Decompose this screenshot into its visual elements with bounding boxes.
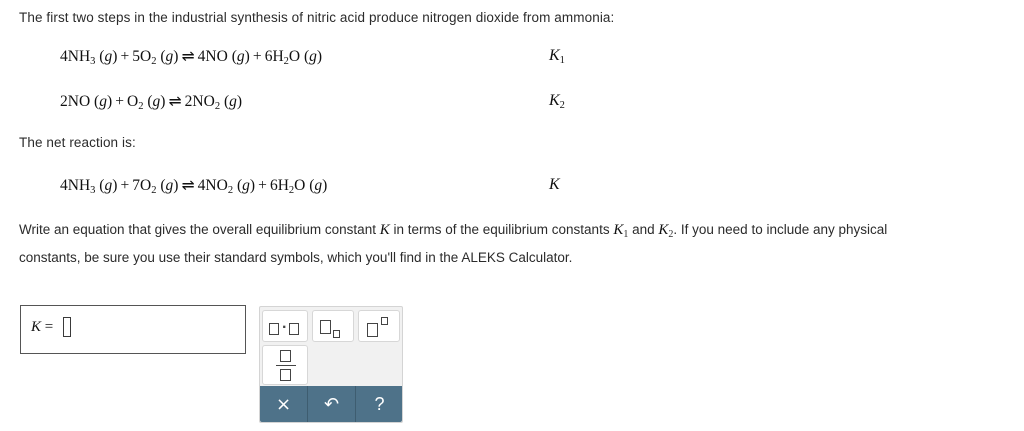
superscript-button[interactable] xyxy=(358,310,400,342)
phase: g xyxy=(104,177,113,194)
k2-constant xyxy=(549,92,565,111)
species: NO xyxy=(67,93,91,110)
k1-constant xyxy=(549,47,565,66)
placeholder-square-icon xyxy=(269,323,279,335)
phase: g xyxy=(242,177,250,194)
phase: g xyxy=(104,48,113,65)
subscript: 2 xyxy=(138,101,144,112)
equilibrium-arrow: ⇌ xyxy=(181,177,195,194)
subscript: 2 xyxy=(227,185,234,196)
k-variable: K xyxy=(379,222,390,238)
k-symbol: K xyxy=(549,92,560,109)
k2-subscript: 2 xyxy=(668,229,674,240)
coef: 7 xyxy=(132,177,141,194)
k2-variable: K xyxy=(658,222,669,238)
phase: g xyxy=(229,93,237,110)
k-subscript: 2 xyxy=(559,100,565,111)
answer-variable: K xyxy=(31,319,42,335)
species: NH xyxy=(67,48,91,65)
species: O xyxy=(294,177,306,194)
instructions xyxy=(19,218,1009,269)
subscript: 2 xyxy=(214,101,221,112)
palette-control-bar xyxy=(260,386,402,422)
equals-sign: = xyxy=(41,319,54,335)
species: NO xyxy=(192,93,215,110)
instructions-text: in terms of the equilibrium constants xyxy=(389,222,614,237)
coef: 4 xyxy=(60,177,68,194)
undo-icon: ↶ xyxy=(323,393,340,415)
fraction-button[interactable] xyxy=(262,345,308,385)
species: H xyxy=(272,48,284,65)
species: O xyxy=(140,177,152,194)
species: H xyxy=(277,177,289,194)
equilibrium-arrow: ⇌ xyxy=(168,93,182,110)
superscript-square-icon xyxy=(381,317,388,325)
reaction-2: 2NO $(g) + O_2$ (g) ⇌ $2NO_2$ (g) xyxy=(60,93,243,112)
coef: 5 xyxy=(132,48,141,65)
help-icon: ? xyxy=(374,393,385,414)
k-symbol: K xyxy=(549,47,560,64)
numerator-square-icon xyxy=(280,350,291,362)
phase: g xyxy=(314,177,323,194)
coef: 6 xyxy=(269,177,278,194)
instructions-text: . If you need to include any physical xyxy=(673,222,888,237)
phase: g xyxy=(309,48,317,65)
multiply-dot-icon: · xyxy=(282,319,288,336)
subscript: 3 xyxy=(90,185,96,196)
coef: 4 xyxy=(60,48,68,65)
instructions-text: constants, be sure you use their standard symbols, which you'll find in the ALEKS Calculator. xyxy=(19,250,573,265)
species: O xyxy=(127,93,139,110)
subscript: 2 xyxy=(283,56,289,67)
input-cursor-placeholder[interactable] xyxy=(63,317,71,337)
answer-input[interactable] xyxy=(20,305,246,354)
species: NO xyxy=(205,177,228,194)
clear-button[interactable] xyxy=(260,386,307,422)
k1-variable: K xyxy=(613,222,624,238)
species: O xyxy=(288,48,301,65)
placeholder-square-icon xyxy=(320,320,331,334)
math-palette xyxy=(259,306,403,423)
coef: 4 xyxy=(197,48,206,65)
equilibrium-arrow: ⇌ xyxy=(181,48,195,65)
reaction-1: $4NH_3$ $(g) + 5O_2$ (g) ⇌ 4NO $(g) + 6H_2O$ (g) xyxy=(60,48,323,67)
placeholder-square-icon xyxy=(289,323,299,335)
phase: g xyxy=(99,93,107,110)
k-net-constant xyxy=(549,176,560,194)
subscript-button[interactable] xyxy=(312,310,354,342)
subscript: 2 xyxy=(288,185,295,196)
phase: g xyxy=(165,48,174,65)
net-reaction: $4NH_3$ $(g) + 7O_2$ (g) ⇌ $4NO_2$ $(g) + 6H_2O$ (g) xyxy=(60,177,328,196)
denominator-square-icon xyxy=(280,369,291,381)
phase: g xyxy=(165,177,174,194)
phase: g xyxy=(236,48,245,65)
answer-label xyxy=(31,319,53,336)
species: NH xyxy=(67,177,91,194)
subscript: 2 xyxy=(151,56,157,67)
coef: 4 xyxy=(197,177,206,194)
multiply-button[interactable] xyxy=(262,310,308,342)
k-subscript: 1 xyxy=(559,55,565,66)
instructions-text: Write an equation that gives the overall equilibrium constant xyxy=(19,222,380,237)
undo-button[interactable] xyxy=(308,386,355,422)
help-button[interactable] xyxy=(356,386,403,422)
placeholder-square-icon xyxy=(367,323,378,337)
net-reaction-label: The net reaction is: xyxy=(19,135,136,150)
coef: 2 xyxy=(184,93,193,110)
subscript-square-icon xyxy=(333,330,340,338)
subscript: 2 xyxy=(151,185,157,196)
fraction-bar-icon xyxy=(276,365,296,366)
coef: 2 xyxy=(60,93,68,110)
k-symbol: K xyxy=(549,176,560,193)
k1-subscript: 1 xyxy=(623,229,629,240)
instructions-text: and xyxy=(628,222,659,237)
close-icon: × xyxy=(275,393,292,415)
species: O xyxy=(140,48,152,65)
phase: g xyxy=(152,93,161,110)
species: NO xyxy=(205,48,228,65)
coef: 6 xyxy=(264,48,273,65)
intro-text: The first two steps in the industrial synthesis of nitric acid produce nitrogen dioxide from ammonia: xyxy=(19,10,615,25)
subscript: 3 xyxy=(90,56,96,67)
